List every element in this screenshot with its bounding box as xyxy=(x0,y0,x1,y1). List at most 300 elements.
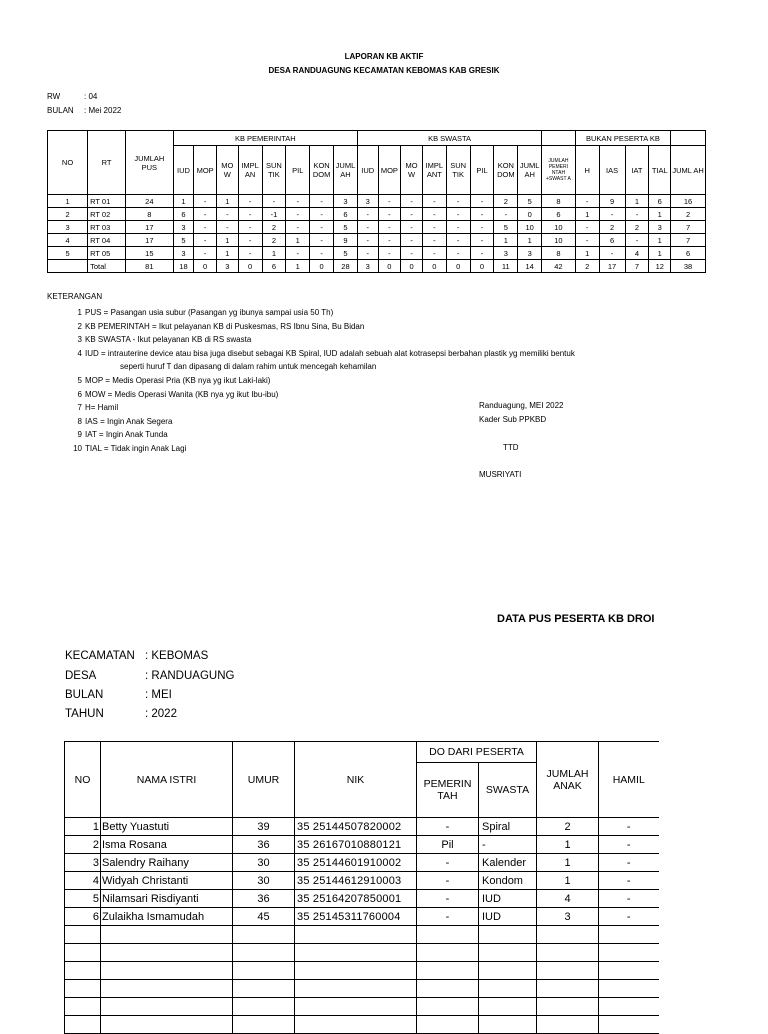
kb-cell-bukan: 1 xyxy=(575,208,599,221)
kb-cell-pemerintah: 5 xyxy=(173,234,194,247)
keterangan-number: 2 xyxy=(77,321,82,331)
kb-cell-jumlah-pem-swasta: 10 xyxy=(542,234,576,247)
pus-empty-cell xyxy=(537,998,599,1016)
kb-cell-bukan: 1 xyxy=(649,208,671,221)
pus-empty-cell xyxy=(599,998,659,1016)
keterangan-item xyxy=(60,320,575,334)
kb-cell-swasta: - xyxy=(422,195,446,208)
report-title: LAPORAN KB AKTIF xyxy=(344,52,424,61)
pus-empty-cell xyxy=(417,980,479,998)
kb-cell-jumlah-bukan: 6 xyxy=(671,247,706,260)
keterangan-text: MOP = Medis Operasi Pria (KB nya yg ikut Laki-laki) xyxy=(85,375,271,385)
keterangan-title: KETERANGAN xyxy=(47,292,103,301)
pus-empty-cell xyxy=(295,962,417,980)
kb-cell-swasta: 1 xyxy=(494,234,518,247)
pus-empty-cell xyxy=(101,926,233,944)
signature-role: Kader Sub PPKBD xyxy=(479,415,547,424)
pus-cell-pemerintah: - xyxy=(417,890,479,908)
kb-cell-pemerintah: - xyxy=(194,234,217,247)
kb-cell-swasta: - xyxy=(446,221,470,234)
pus-cell-pemerintah: Pil xyxy=(417,836,479,854)
kb-cell-bukan: 4 xyxy=(625,247,649,260)
kb-cell-pemerintah: 1 xyxy=(262,247,286,260)
kb-cell-pemerintah: 3 xyxy=(334,195,358,208)
pus-empty-cell xyxy=(479,1016,537,1034)
kb-cell-jumlah-pem-swasta: 10 xyxy=(542,221,576,234)
kb-cell-bukan: 2 xyxy=(575,260,599,273)
pus-empty-cell xyxy=(417,962,479,980)
kb-cell-rt: RT 01 xyxy=(88,195,126,208)
kb-cell-pemerintah: 5 xyxy=(334,247,358,260)
kb-cell-jumlah-pem-swasta: 8 xyxy=(542,195,576,208)
pus-col-nik: NIK xyxy=(295,742,417,818)
kb-cell-pemerintah: - xyxy=(238,208,262,221)
pus-cell-jumlah-anak: 4 xyxy=(537,890,599,908)
pus-cell-no: 5 xyxy=(65,890,101,908)
pus-empty-cell xyxy=(295,944,417,962)
kb-cell-swasta: - xyxy=(357,221,378,234)
keterangan-number: 6 xyxy=(77,389,82,399)
kb-cell-pemerintah: - xyxy=(238,195,262,208)
pus-cell-hamil: - xyxy=(599,818,659,836)
pus-table xyxy=(64,741,659,1034)
keterangan-number: 5 xyxy=(77,375,82,385)
kb-cell-bukan: - xyxy=(575,221,599,234)
pus-cell-no: 6 xyxy=(65,908,101,926)
pus-empty-cell xyxy=(65,1016,101,1034)
kb-cell-swasta: 5 xyxy=(518,195,542,208)
kb-cell-swasta: 10 xyxy=(518,221,542,234)
keterangan-text: TIAL = Tidak ingin Anak Lagi xyxy=(85,443,187,453)
kb-cell-pemerintah: 2 xyxy=(262,221,286,234)
kb-cell-rt: RT 05 xyxy=(88,247,126,260)
keterangan-number: 7 xyxy=(77,403,82,413)
kb-cell-pemerintah: 6 xyxy=(262,260,286,273)
pus-table-row xyxy=(65,854,659,872)
pus-empty-cell xyxy=(537,926,599,944)
kb-cell-swasta: 3 xyxy=(357,195,378,208)
pus-cell-hamil: - xyxy=(599,836,659,854)
kb-cell-swasta: 3 xyxy=(518,247,542,260)
kb-cell-rt: RT 04 xyxy=(88,234,126,247)
keterangan-number: 1 xyxy=(77,308,82,317)
kb-cell-swasta: - xyxy=(378,247,401,260)
pus-cell-swasta: - xyxy=(479,836,537,854)
kb-cell-no: 3 xyxy=(48,221,88,234)
col-mow-swasta: MO W xyxy=(401,146,423,195)
kb-cell-jumlah-bukan: 2 xyxy=(671,208,706,221)
pus-empty-cell xyxy=(599,926,659,944)
col-no: NO xyxy=(48,131,88,195)
pus-meta-value: : RANDUAGUNG xyxy=(145,670,235,682)
kb-table-row xyxy=(48,247,706,260)
kb-cell-pemerintah: 2 xyxy=(262,234,286,247)
pus-empty-cell xyxy=(101,998,233,1016)
kb-cell-swasta: - xyxy=(470,234,494,247)
kb-cell-swasta: - xyxy=(357,208,378,221)
pus-cell-hamil: - xyxy=(599,908,659,926)
kb-cell-swasta: - xyxy=(422,247,446,260)
kb-cell-swasta: 2 xyxy=(494,195,518,208)
pus-empty-cell xyxy=(537,962,599,980)
kb-cell-rt: RT 02 xyxy=(88,208,126,221)
signature-name: MUSRIYATI xyxy=(479,470,522,479)
pus-cell-no: 2 xyxy=(65,836,101,854)
pus-cell-umur: 30 xyxy=(233,854,295,872)
pus-col-pemerintah: PEMERIN TAH xyxy=(417,763,479,818)
pus-col-swasta: SWASTA xyxy=(479,763,537,818)
kb-cell-swasta: - xyxy=(401,234,423,247)
pus-empty-cell xyxy=(417,926,479,944)
col-iud-swasta: IUD xyxy=(357,146,378,195)
col-mop-swasta: MOP xyxy=(378,146,401,195)
kb-cell-pemerintah: 18 xyxy=(173,260,194,273)
kb-cell-swasta: 3 xyxy=(494,247,518,260)
keterangan-number: 4 xyxy=(77,348,82,358)
kb-cell-pus: 24 xyxy=(126,195,174,208)
kb-cell-swasta: 0 xyxy=(446,260,470,273)
pus-empty-cell xyxy=(233,980,295,998)
kb-cell-swasta: - xyxy=(401,247,423,260)
pus-empty-row xyxy=(65,962,659,980)
keterangan-text: KB SWASTA - Ikut pelayanan KB di RS swasta xyxy=(85,335,252,345)
col-iat: IAT xyxy=(625,146,649,195)
pus-cell-no: 1 xyxy=(65,818,101,836)
kb-cell-bukan: 6 xyxy=(649,195,671,208)
kb-cell-rt: Total xyxy=(88,260,126,273)
keterangan-number: 3 xyxy=(77,335,82,345)
kb-cell-bukan: - xyxy=(575,195,599,208)
kb-table-row xyxy=(48,208,706,221)
keterangan-list xyxy=(60,306,575,456)
kb-cell-swasta: - xyxy=(494,208,518,221)
kb-table-row xyxy=(48,195,706,208)
keterangan-text: MOW = Medis Operasi Wanita (KB nya yg ikut Ibu-ibu) xyxy=(85,389,279,399)
kb-cell-pemerintah: 1 xyxy=(217,247,239,260)
pus-empty-cell xyxy=(599,1016,659,1034)
pus-table-row xyxy=(65,872,659,890)
col-tial: TIAL xyxy=(649,146,671,195)
kb-cell-pemerintah: - xyxy=(217,208,239,221)
kb-cell-pemerintah: - xyxy=(194,195,217,208)
pus-empty-cell xyxy=(599,962,659,980)
pus-cell-jumlah-anak: 1 xyxy=(537,872,599,890)
pus-cell-swasta: Spiral xyxy=(479,818,537,836)
kb-cell-pemerintah: 3 xyxy=(217,260,239,273)
keterangan-item xyxy=(60,360,575,374)
kb-cell-no: 4 xyxy=(48,234,88,247)
pus-empty-cell xyxy=(101,944,233,962)
kb-cell-pemerintah: - xyxy=(194,247,217,260)
kb-cell-jumlah-bukan: 7 xyxy=(671,234,706,247)
pus-empty-cell xyxy=(65,998,101,1016)
kb-cell-pemerintah: - xyxy=(238,234,262,247)
pus-group-do: DO DARI PESERTA xyxy=(417,742,537,763)
pus-empty-cell xyxy=(479,998,537,1016)
pus-empty-cell xyxy=(295,926,417,944)
keterangan-text: KB PEMERINTAH = Ikut pelayanan KB di Puskesmas, RS Ibnu Sina, Bu Bidan xyxy=(85,321,365,331)
kb-cell-bukan: 2 xyxy=(599,221,625,234)
kb-cell-bukan: 1 xyxy=(575,247,599,260)
kb-cell-swasta: - xyxy=(470,208,494,221)
pus-cell-nik: 35 25145311760004 xyxy=(295,908,417,926)
kb-cell-pemerintah: - xyxy=(286,221,310,234)
kb-cell-pemerintah: 1 xyxy=(217,195,239,208)
pus-cell-hamil: - xyxy=(599,872,659,890)
kb-cell-bukan: 1 xyxy=(649,234,671,247)
kb-cell-pemerintah: 6 xyxy=(173,208,194,221)
kb-cell-pemerintah: - xyxy=(238,221,262,234)
signature-ttd: TTD xyxy=(503,443,519,452)
pus-col-hamil: HAMIL xyxy=(599,742,659,818)
rw-value: : 04 xyxy=(84,92,98,101)
pus-meta-value: : 2022 xyxy=(145,708,177,720)
kb-cell-pemerintah: - xyxy=(194,208,217,221)
col-jumlah-pemerintah: JUML AH xyxy=(334,146,358,195)
pus-empty-cell xyxy=(233,998,295,1016)
col-iud: IUD xyxy=(173,146,194,195)
pus-cell-jumlah-anak: 3 xyxy=(537,908,599,926)
pus-cell-swasta: Kalender xyxy=(479,854,537,872)
pus-empty-row xyxy=(65,1016,659,1034)
kb-cell-pemerintah: 3 xyxy=(173,247,194,260)
kb-cell-pemerintah: 6 xyxy=(334,208,358,221)
pus-cell-pemerintah: - xyxy=(417,908,479,926)
kb-cell-no: 5 xyxy=(48,247,88,260)
pus-cell-hamil: - xyxy=(599,854,659,872)
pus-empty-row xyxy=(65,944,659,962)
kb-table-row xyxy=(48,234,706,247)
kb-cell-pemerintah: - xyxy=(238,247,262,260)
kb-cell-jumlah-pem-swasta: 42 xyxy=(542,260,576,273)
bulan-value: : Mei 2022 xyxy=(84,106,122,115)
kb-cell-swasta: - xyxy=(470,195,494,208)
kb-cell-jumlah-pem-swasta: 6 xyxy=(542,208,576,221)
pus-cell-pemerintah: - xyxy=(417,854,479,872)
kb-cell-no xyxy=(48,260,88,273)
group-blank-2 xyxy=(671,131,706,146)
pus-cell-nik: 35 25144601910002 xyxy=(295,854,417,872)
keterangan-number: 9 xyxy=(77,430,82,440)
keterangan-number: 10 xyxy=(73,443,82,453)
kb-cell-swasta: - xyxy=(378,221,401,234)
kb-cell-pemerintah: - xyxy=(262,195,286,208)
kb-cell-bukan: - xyxy=(625,234,649,247)
pus-table-row xyxy=(65,890,659,908)
pus-meta-row xyxy=(65,670,234,682)
col-jumlah-pus: JUMLAH PUS xyxy=(126,131,174,195)
pus-empty-cell xyxy=(479,926,537,944)
pus-empty-cell xyxy=(295,998,417,1016)
pus-table-row xyxy=(65,818,659,836)
pus-empty-cell xyxy=(233,1016,295,1034)
kb-cell-swasta: 0 xyxy=(422,260,446,273)
pus-cell-umur: 39 xyxy=(233,818,295,836)
kb-cell-swasta: - xyxy=(378,195,401,208)
kb-cell-swasta: - xyxy=(357,247,378,260)
kb-cell-pus: 17 xyxy=(126,221,174,234)
signature-place-date: Randuagung, MEI 2022 xyxy=(479,401,564,410)
pus-cell-nik: 35 25144612910003 xyxy=(295,872,417,890)
keterangan-text: IAS = Ingin Anak Segera xyxy=(85,416,173,426)
kb-cell-swasta: 0 xyxy=(401,260,423,273)
kb-cell-swasta: - xyxy=(401,208,423,221)
kb-cell-swasta: - xyxy=(378,234,401,247)
kb-cell-swasta: 0 xyxy=(378,260,401,273)
pus-empty-cell xyxy=(599,944,659,962)
pus-cell-swasta: IUD xyxy=(479,908,537,926)
kb-cell-no: 2 xyxy=(48,208,88,221)
pus-cell-jumlah-anak: 2 xyxy=(537,818,599,836)
pus-empty-cell xyxy=(479,962,537,980)
col-h: H xyxy=(575,146,599,195)
kb-cell-swasta: - xyxy=(446,247,470,260)
col-mop: MOP xyxy=(194,146,217,195)
col-kondom-swasta: KON DOM xyxy=(494,146,518,195)
kb-cell-pus: 17 xyxy=(126,234,174,247)
kb-cell-bukan: - xyxy=(599,208,625,221)
keterangan-item xyxy=(60,374,575,388)
pus-empty-cell xyxy=(65,980,101,998)
kb-cell-swasta: - xyxy=(378,208,401,221)
kb-cell-swasta: - xyxy=(470,221,494,234)
pus-cell-hamil: - xyxy=(599,890,659,908)
pus-cell-pemerintah: - xyxy=(417,872,479,890)
kb-cell-swasta: 11 xyxy=(494,260,518,273)
keterangan-text: seperti huruf T dan dipasang di dalam rahim untuk mencegah kehamilan xyxy=(120,362,377,372)
col-jumlah-pemerintah-swasta: JUMLAH PEMERI NTAH +SWAST A xyxy=(542,146,576,195)
kb-cell-bukan: 2 xyxy=(625,221,649,234)
kb-cell-pemerintah: - xyxy=(310,234,334,247)
pus-empty-cell xyxy=(417,998,479,1016)
pus-empty-row xyxy=(65,980,659,998)
keterangan-number: 8 xyxy=(77,416,82,426)
kb-cell-bukan: - xyxy=(599,247,625,260)
kb-cell-swasta: - xyxy=(401,221,423,234)
pus-meta-value: : MEI xyxy=(145,689,172,701)
pus-cell-swasta: IUD xyxy=(479,890,537,908)
kb-cell-bukan: 12 xyxy=(649,260,671,273)
pus-meta-key: DESA xyxy=(65,670,97,682)
pus-cell-umur: 36 xyxy=(233,890,295,908)
pus-cell-nik: 35 25144507820002 xyxy=(295,818,417,836)
pus-empty-cell xyxy=(233,926,295,944)
pus-empty-cell xyxy=(479,944,537,962)
pus-cell-nik: 35 26167010880121 xyxy=(295,836,417,854)
kb-cell-pemerintah: 1 xyxy=(173,195,194,208)
kb-cell-pemerintah: - xyxy=(286,247,310,260)
kb-cell-pemerintah: 0 xyxy=(238,260,262,273)
kb-cell-pemerintah: - xyxy=(310,195,334,208)
kb-cell-pemerintah: 1 xyxy=(286,234,310,247)
kb-cell-pemerintah: - xyxy=(194,221,217,234)
kb-cell-pemerintah: 1 xyxy=(286,260,310,273)
kb-cell-pemerintah: - xyxy=(310,221,334,234)
pus-table-row xyxy=(65,908,659,926)
kb-cell-jumlah-bukan: 16 xyxy=(671,195,706,208)
kb-cell-bukan: 9 xyxy=(599,195,625,208)
pus-cell-pemerintah: - xyxy=(417,818,479,836)
col-mow: MO W xyxy=(217,146,239,195)
kb-cell-swasta: - xyxy=(422,221,446,234)
kb-cell-pemerintah: 3 xyxy=(173,221,194,234)
pus-cell-nik: 35 25164207850001 xyxy=(295,890,417,908)
pus-cell-nama: Widyah Christanti xyxy=(101,872,233,890)
keterangan-item xyxy=(60,428,575,442)
pus-empty-cell xyxy=(417,1016,479,1034)
kb-cell-pus: 15 xyxy=(126,247,174,260)
kb-cell-pemerintah: - xyxy=(310,247,334,260)
pus-empty-cell xyxy=(101,1016,233,1034)
pus-table-row xyxy=(65,836,659,854)
group-blank xyxy=(542,131,576,146)
group-bukan-peserta: BUKAN PESERTA KB xyxy=(575,131,670,146)
kb-cell-pemerintah: -1 xyxy=(262,208,286,221)
col-pil-swasta: PIL xyxy=(470,146,494,195)
col-implant-swasta: IMPL ANT xyxy=(422,146,446,195)
pus-meta-key: KECAMATAN xyxy=(65,650,135,662)
pus-empty-cell xyxy=(65,962,101,980)
col-kondom: KON DOM xyxy=(310,146,334,195)
pus-cell-no: 3 xyxy=(65,854,101,872)
pus-meta-value: : KEBOMAS xyxy=(145,650,209,662)
kb-cell-swasta: 3 xyxy=(357,260,378,273)
pus-empty-cell xyxy=(295,1016,417,1034)
pus-empty-cell xyxy=(233,962,295,980)
kb-cell-pemerintah: 1 xyxy=(217,234,239,247)
kb-cell-bukan: - xyxy=(575,234,599,247)
pus-cell-nama: Zulaikha Ismamudah xyxy=(101,908,233,926)
keterangan-item xyxy=(60,442,575,456)
bulan-label: BULAN xyxy=(47,106,74,115)
keterangan-text: PUS = Pasangan usia subur (Pasangan yg ibunya sampai usia 50 Th) xyxy=(85,308,334,317)
col-pil: PIL xyxy=(286,146,310,195)
pus-empty-cell xyxy=(479,980,537,998)
kb-cell-pus: 8 xyxy=(126,208,174,221)
pus-empty-cell xyxy=(537,980,599,998)
col-ias: IAS xyxy=(599,146,625,195)
pus-meta-row xyxy=(65,689,172,701)
pus-col-no: NO xyxy=(65,742,101,818)
kb-cell-pemerintah: - xyxy=(217,221,239,234)
pus-cell-nama: Isma Rosana xyxy=(101,836,233,854)
pus-empty-cell xyxy=(537,1016,599,1034)
keterangan-text: IUD = intrauterine device atau bisa juga disebut sebagai KB Spiral, IUD adalah sebuah alat kotrasepsi berbahan plastik yg memiliki bentuk xyxy=(85,348,575,358)
kb-cell-swasta: - xyxy=(446,208,470,221)
kb-cell-pemerintah: 9 xyxy=(334,234,358,247)
kb-cell-pemerintah: - xyxy=(286,195,310,208)
kb-cell-swasta: - xyxy=(401,195,423,208)
kb-table-row xyxy=(48,221,706,234)
kb-cell-swasta: - xyxy=(357,234,378,247)
kb-total-row xyxy=(48,260,706,273)
col-rt: RT xyxy=(88,131,126,195)
pus-cell-nama: Nilamsari Risdiyanti xyxy=(101,890,233,908)
pus-empty-cell xyxy=(537,944,599,962)
kb-cell-swasta: 0 xyxy=(518,208,542,221)
pus-cell-jumlah-anak: 1 xyxy=(537,854,599,872)
pus-col-nama: NAMA ISTRI xyxy=(101,742,233,818)
pus-meta-key: TAHUN xyxy=(65,708,104,720)
pus-empty-cell xyxy=(65,944,101,962)
keterangan-text: IAT = Ingin Anak Tunda xyxy=(85,430,168,440)
kb-cell-pus: 81 xyxy=(126,260,174,273)
kb-cell-swasta: 5 xyxy=(494,221,518,234)
kb-cell-swasta: - xyxy=(470,247,494,260)
col-jumlah-bukan: JUML AH xyxy=(671,146,706,195)
group-kb-swasta: KB SWASTA xyxy=(357,131,541,146)
kb-cell-no: 1 xyxy=(48,195,88,208)
